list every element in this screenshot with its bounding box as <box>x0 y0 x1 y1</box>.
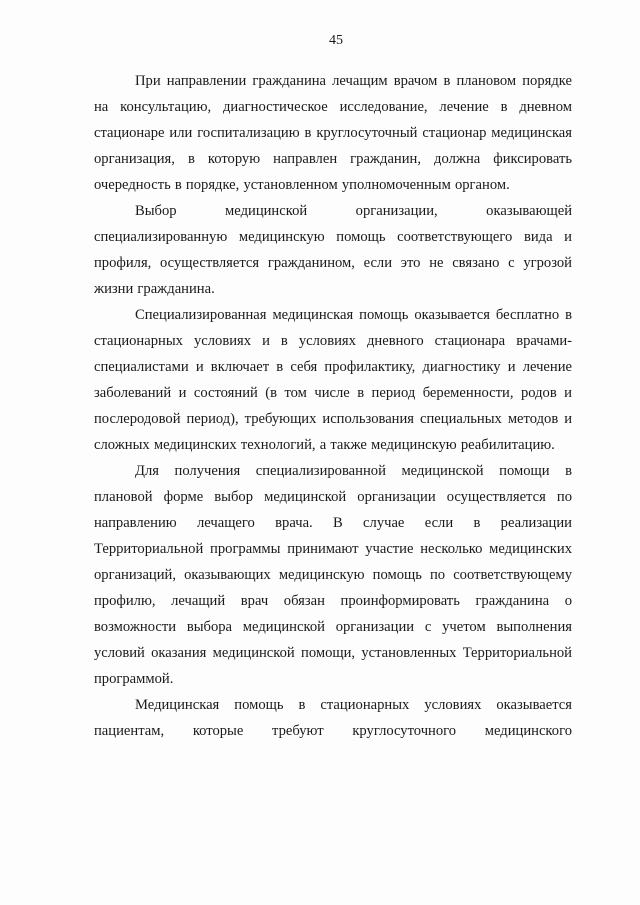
paragraph-planned-form: Для получения специализированной медицинской помощи в плановой форме выбор медицинской организации осуществляется по направлению лечащего врача. В случае если в реализации Территориальной программы принимают участие несколько медицинских организаций, оказывающих медицинскую помощь по соответствующему профилю, лечащий врач обязан проинформировать гражданина о возможности выбора медицинской организации с учетом выполнения условий оказания медицинской помощи, установленных Территориальной программой. <box>94 463 572 687</box>
paragraph-referral-queue: При направлении гражданина лечащим врачом в плановом порядке на консультацию, диагностическое исследование, лечение в дневном стационаре или госпитализацию в круглосуточный стационар медицинская организация, в которую направлен гражданин, должна фиксировать очередность в порядке, установленном уполномоченным органом. <box>94 73 572 193</box>
document-body <box>94 68 572 744</box>
page-number: 45 <box>329 33 343 48</box>
paragraph-specialized-care: Специализированная медицинская помощь оказывается бесплатно в стационарных условиях и в условиях дневного стационара врачами-специалистами и включает в себя профилактику, диагностику и лечение заболеваний и состояний (в том числе в период беременности, родов и послеродовой период), требующих использования специальных методов и сложных медицинских технологий, а также медицинскую реабилитацию. <box>94 307 572 453</box>
paragraph-inpatient-care: Медицинская помощь в стационарных условиях оказывается пациентам, которые требуют круглосуточного медицинского <box>94 697 572 739</box>
paragraph-choice-of-organization: Выбор медицинской организации, оказывающей специализированную медицинскую помощь соответствующего вида и профиля, осуществляется гражданином, если это не связано с угрозой жизни гражданина. <box>94 203 572 297</box>
